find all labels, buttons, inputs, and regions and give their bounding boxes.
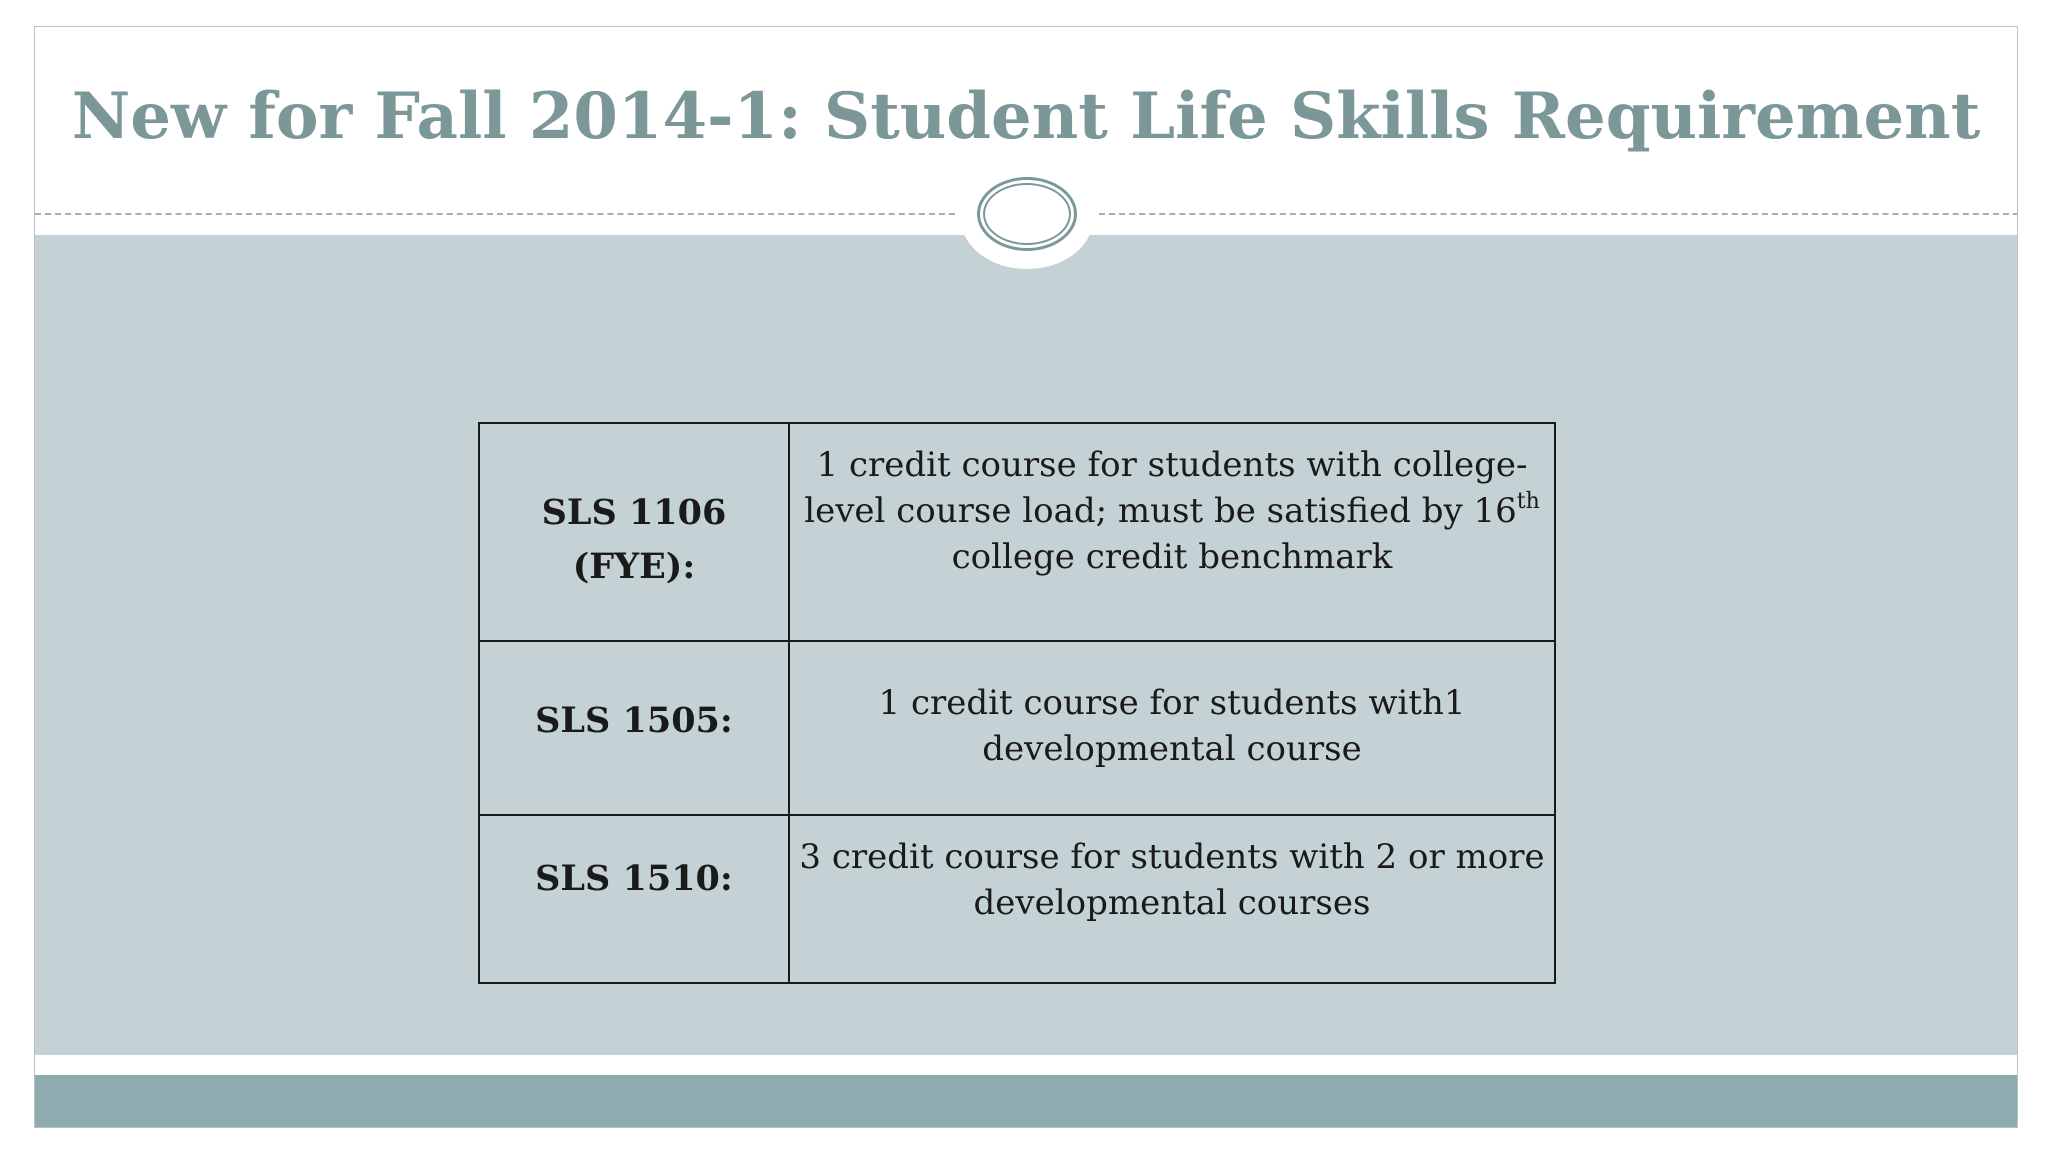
course-description-cell	[789, 641, 1555, 815]
course-description-line: 1 credit course for students with1	[878, 683, 1466, 723]
title-divider-left	[35, 213, 955, 215]
table-row	[479, 815, 1555, 983]
table-row	[479, 641, 1555, 815]
course-code-cell	[479, 815, 789, 983]
course-code-suffix: (FYE):	[572, 546, 696, 587]
course-description-line	[790, 488, 1554, 534]
course-description-line: 3 credit course for students with 2 or more	[799, 837, 1545, 877]
course-code-cell	[479, 641, 789, 815]
course-description-cell	[789, 815, 1555, 983]
course-code: SLS 1106	[541, 492, 727, 533]
title-divider-right	[1099, 213, 2018, 215]
course-description-line: developmental course	[982, 729, 1362, 769]
course-description-line: college credit benchmark	[951, 537, 1393, 577]
course-description-line: 1 credit course for students with college-	[816, 445, 1528, 485]
footer-bar	[35, 1075, 2017, 1128]
slide-title: New for Fall 2014-1: Student Life Skills Requirement	[71, 79, 1981, 154]
course-description-cell	[789, 423, 1555, 641]
ordinal-suffix: th	[1516, 489, 1540, 514]
course-code-cell	[479, 423, 789, 641]
course-code: SLS 1510:	[535, 858, 733, 899]
requirements-table	[478, 422, 1556, 984]
course-description-line: developmental courses	[973, 883, 1371, 923]
medallion-ornament-inner	[983, 183, 1071, 245]
course-code: SLS 1505:	[535, 700, 733, 741]
course-description-text: level course load; must be satisfied by 16	[804, 491, 1517, 531]
table-row	[479, 423, 1555, 641]
